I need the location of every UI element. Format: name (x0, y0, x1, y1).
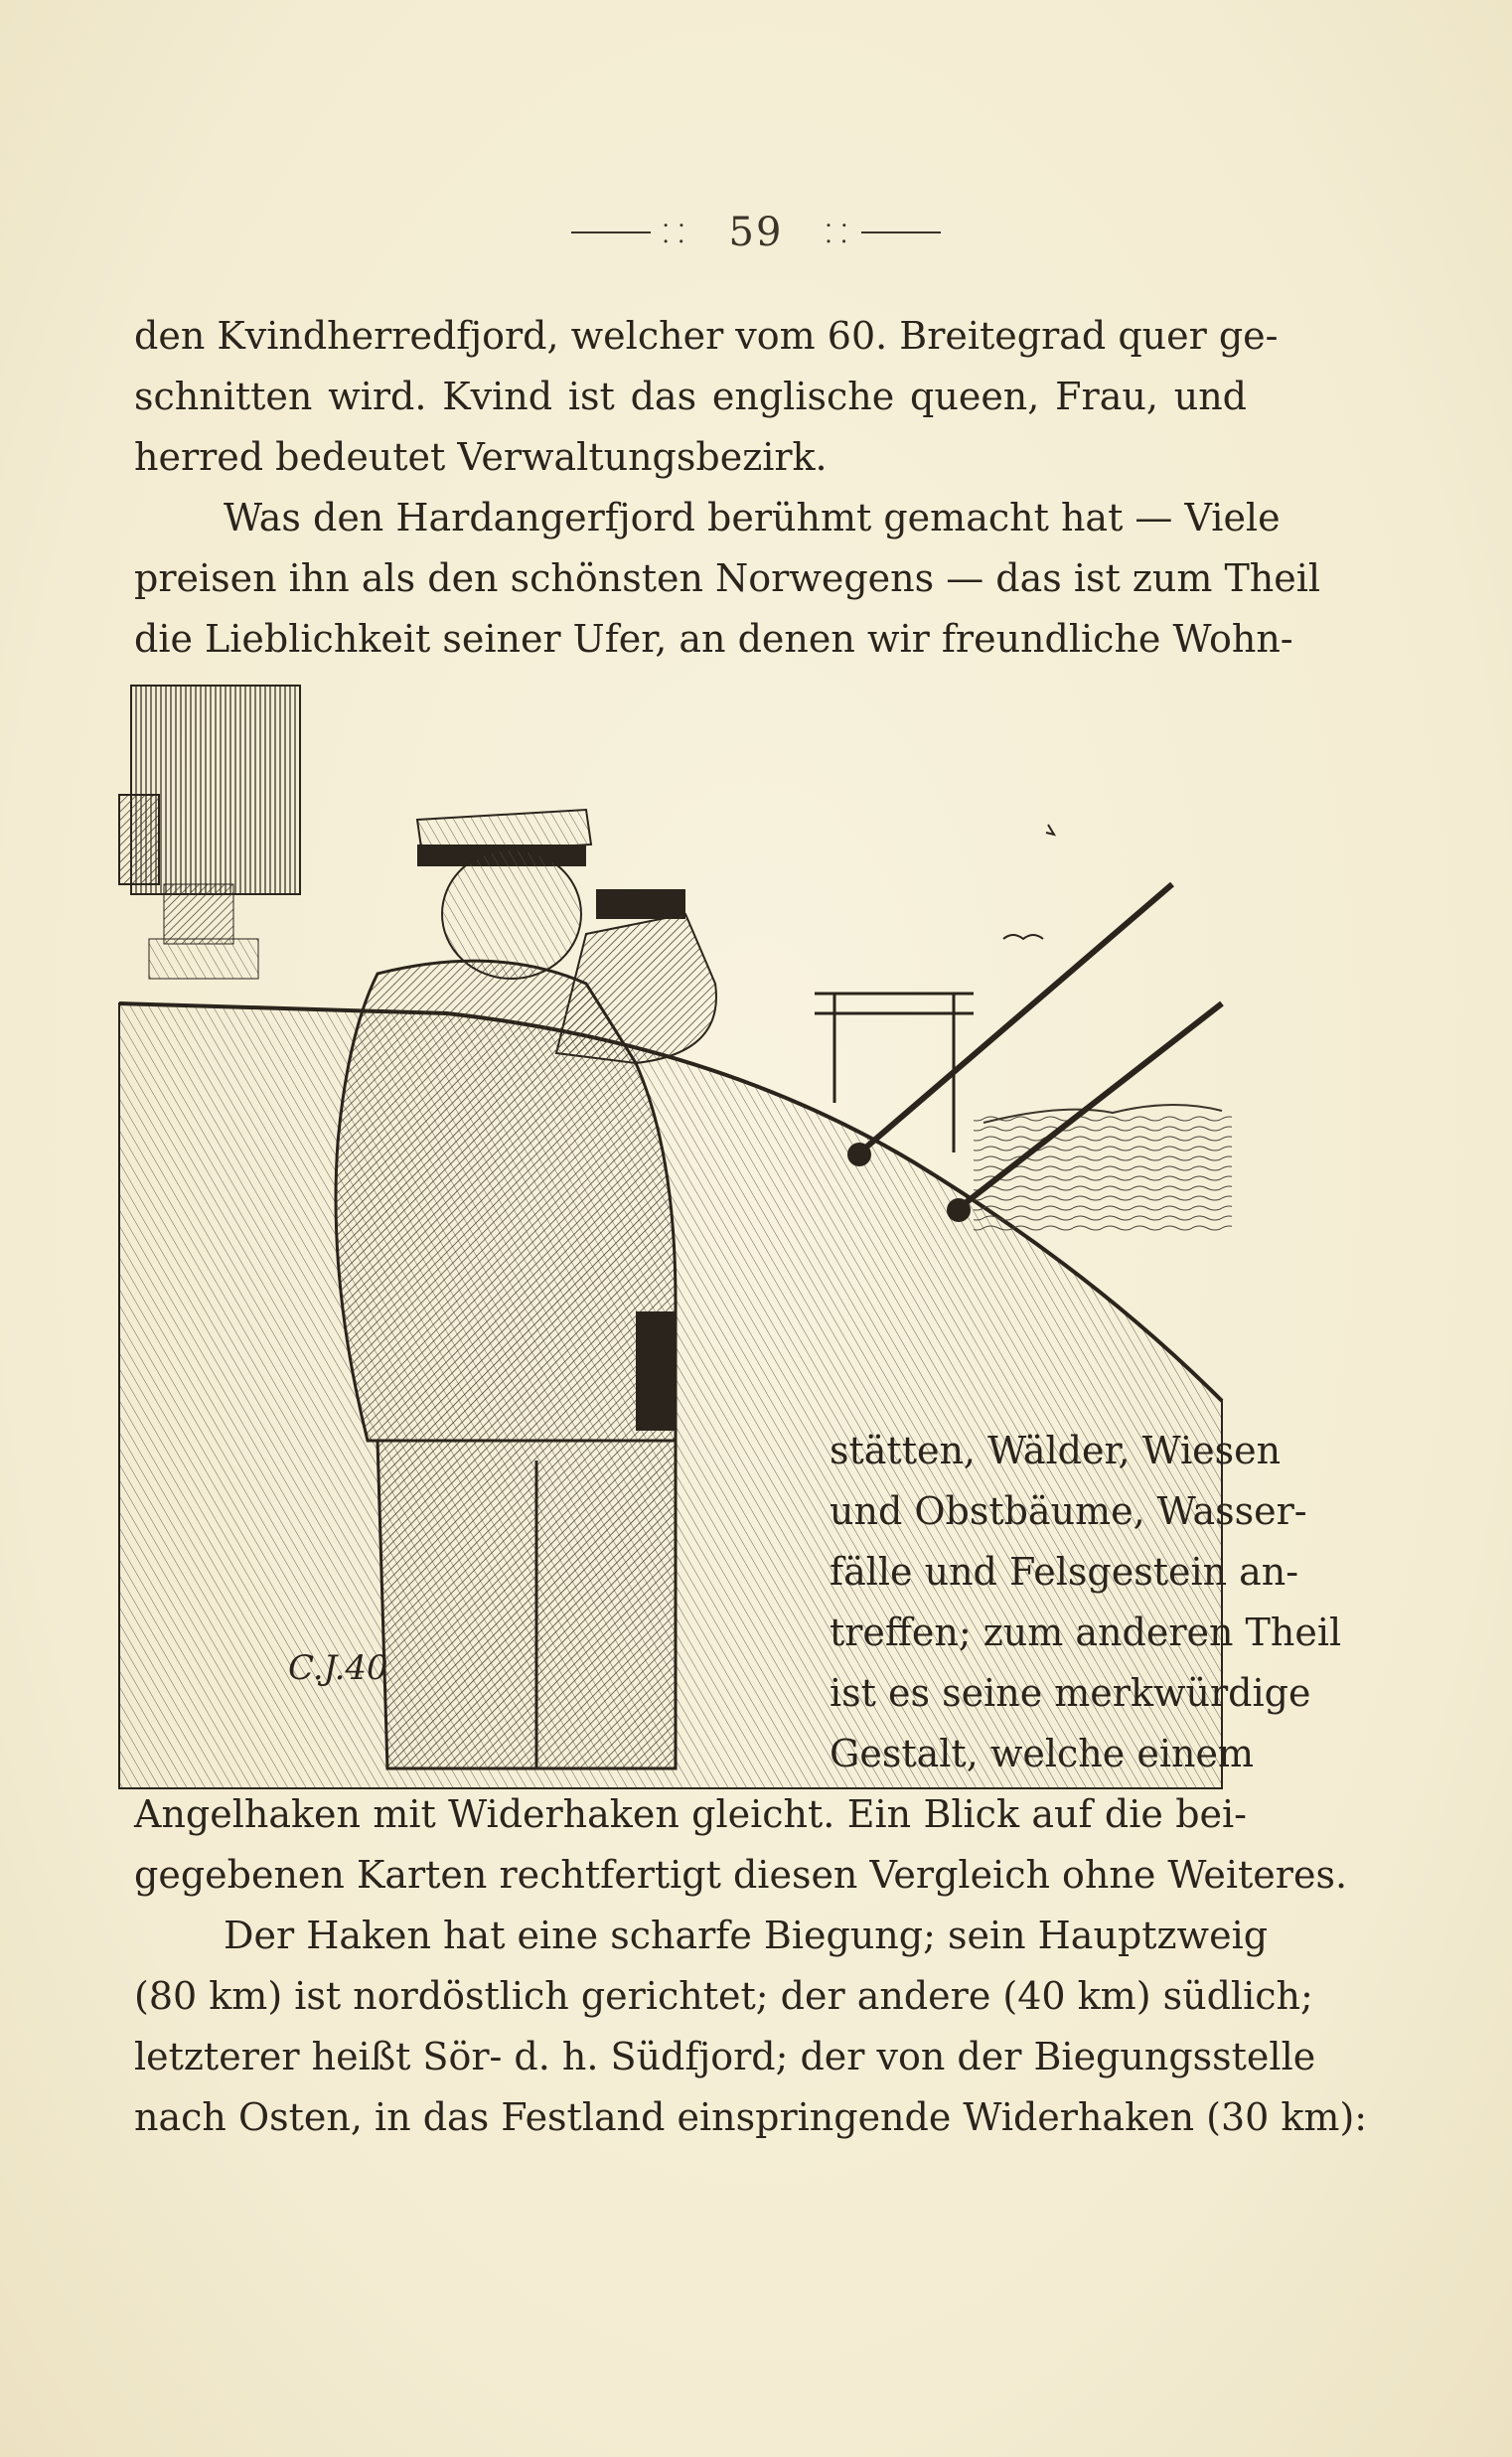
text-line: (80 km) ist nordöstlich gerichtet; der andere (40 km) südlich; (134, 1974, 1313, 2018)
artist-signature: C.J.40 (288, 1648, 388, 1688)
text-line: und Obstbäume, Wasser- (830, 1489, 1307, 1533)
page-header (0, 207, 1512, 255)
text-line: Was den Hardangerfjord berühmt gemacht hat — Viele (224, 496, 1281, 539)
seagull-icon (1046, 825, 1054, 835)
sea (974, 1113, 1232, 1232)
text-line: die Lieblichkeit seiner Ufer, an denen wir freundliche Wohn- (134, 617, 1293, 661)
text-line: schnitten wird. Kvind ist das englische queen, Frau, und (134, 375, 1247, 418)
text-line: Gestalt, welche einem (830, 1732, 1254, 1775)
ornament-left-icon: ⸬ (571, 221, 690, 244)
page-number: 59 (728, 210, 784, 255)
wrap-text-block (830, 1421, 1342, 1784)
text-line: letzterer heißt Sör- d. h. Südfjord; der von der Biegungsstelle (134, 2035, 1316, 2078)
text-line: herred bedeutet Verwaltungsbezirk. (134, 435, 828, 479)
text-line: Angelhaken mit Widerhaken gleicht. Ein Blick auf die bei- (134, 1792, 1247, 1836)
officer-figure (336, 810, 716, 1768)
text-line: den Kvindherredfjord, welcher vom 60. Breitegrad quer ge- (134, 314, 1279, 358)
text-line: fälle und Felsgestein an- (830, 1550, 1299, 1594)
text-line: nach Osten, in das Festland einspringende Widerhaken (30 km): (134, 2095, 1368, 2139)
bottom-text-block (134, 1784, 1368, 2148)
text-line: Der Haken hat eine scharfe Biegung; sein Hauptzweig (224, 1914, 1269, 1957)
text-line: treffen; zum anderen Theil (830, 1611, 1342, 1654)
text-line: preisen ihn als den schönsten Norwegens — das ist zum Theil (134, 556, 1321, 600)
text-line: ist es seine merkwürdige (830, 1671, 1311, 1715)
top-text-block (134, 306, 1321, 670)
seagull-icon (1003, 935, 1043, 939)
text-line: stätten, Wälder, Wiesen (830, 1429, 1282, 1472)
text-line: gegebenen Karten rechtfertigt diesen Vergleich ohne Weiteres. (134, 1853, 1348, 1897)
ornament-right-icon: ⸬ (822, 221, 941, 244)
searchlight (119, 686, 300, 979)
